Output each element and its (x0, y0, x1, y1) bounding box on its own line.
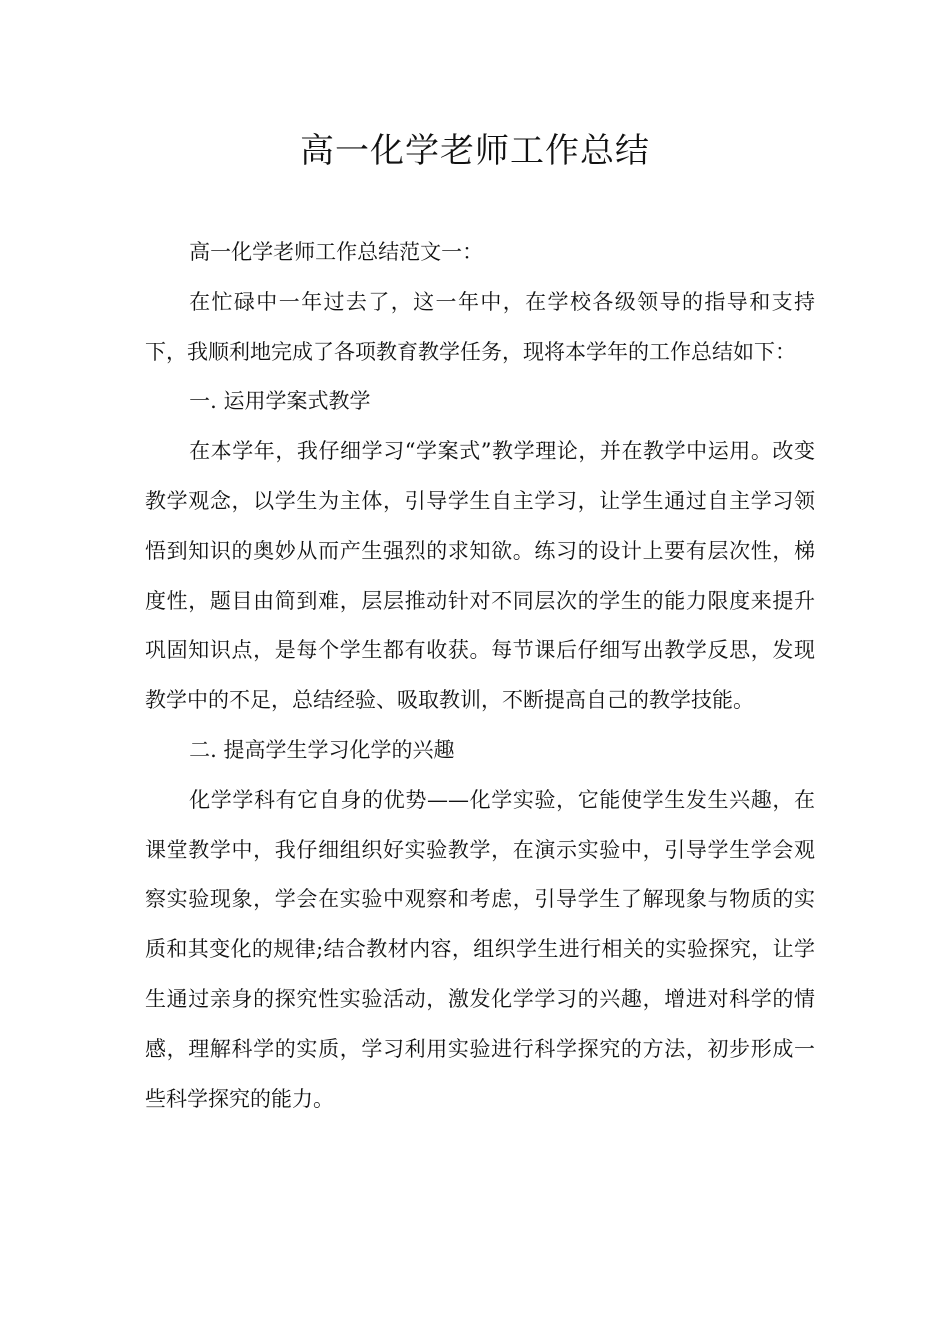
paragraph-intro: 高一化学老师工作总结范文一： (189, 240, 484, 264)
document-title: 高一化学老师工作总结 (300, 131, 650, 171)
paragraph-section-2: 化学学科有它自身的优势——化学实验，它能使学生发生兴趣，在课堂教学中，我仔细组织好实验教学，在演示实验中，引导学生学会观察实验现象，学会在实验中观察和考虑，引导学生了解现象与物质的实质和其变化的规律;结合教材内容，组织学生进行相关的实验探究，让学生通过亲身的探究性实验活动，激发化学学习的兴趣，增进对科学的情感，理解科学的实质，学习利用实验进行科学探究的方法，初步形成一些科学探究的能力。 (145, 787, 815, 1111)
section-heading-2: 二. 提高学生学习化学的兴趣 (189, 737, 455, 762)
section-heading-1: 一. 运用学案式教学 (189, 389, 371, 414)
paragraph-opening: 在忙碌中一年过去了，这一年中，在学校各级领导的指导和支持下，我顺利地完成了各项教育教学任务，现将本学年的工作总结如下： (145, 289, 815, 364)
document-body (145, 228, 815, 1124)
paragraph-section-1: 在本学年，我仔细学习“学案式”教学理论，并在教学中运用。改变教学观念，以学生为主体，引导学生自主学习，让学生通过自主学习领悟到知识的奥妙从而产生强烈的求知欲。练习的设计上要有层次性，梯度性，题目由简到难，层层推动针对不同层次的学生的能力限度来提升巩固知识点，是每个学生都有收获。每节课后仔细写出教学反思，发现教学中的不足，总结经验、吸取教训，不断提高自己的教学技能。 (145, 439, 815, 713)
